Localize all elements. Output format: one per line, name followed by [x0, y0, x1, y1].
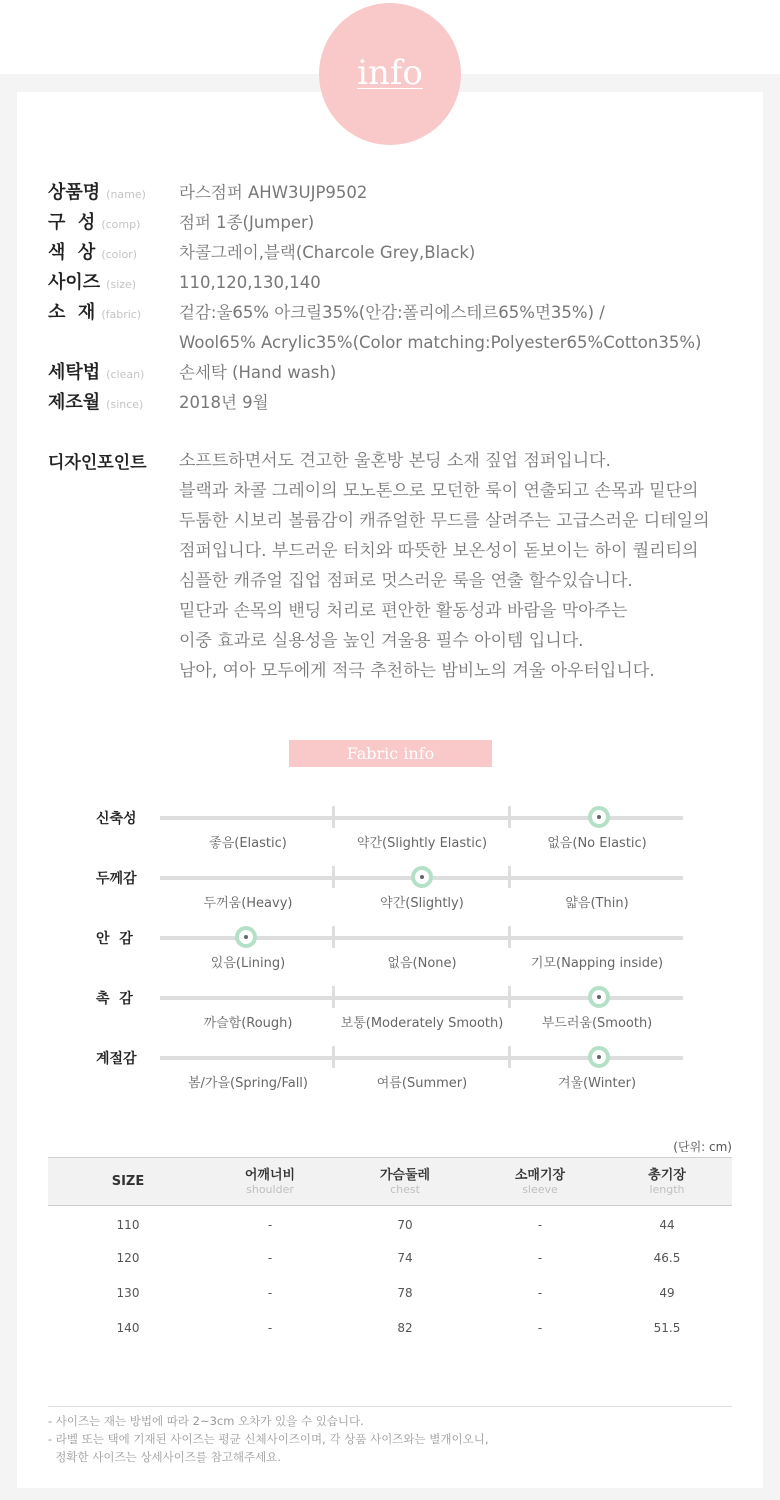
- fabric-row-label: 신축성: [96, 811, 137, 827]
- spec-label-ko: 색 상: [48, 242, 96, 263]
- table-cell: 120: [116, 1251, 140, 1265]
- fabric-option-label: 좋음(Elastic): [209, 836, 287, 851]
- design-point-label: 디자인포인트: [48, 453, 147, 473]
- spec-row-since: [48, 388, 748, 418]
- table-cell: -: [537, 1321, 543, 1335]
- spec-list: [48, 178, 748, 418]
- spec-row-fabric-cont: [48, 328, 748, 358]
- spec-value: 겉감:울65% 아크릴35%(안감:폴리에스테르65%면35%) /: [179, 303, 605, 322]
- spec-label-en: (name): [106, 188, 146, 201]
- fabric-scale-divider: [508, 866, 511, 888]
- col-subtitle: sleeve: [522, 1182, 558, 1196]
- fabric-option-label: 얇음(Thin): [565, 896, 629, 911]
- fabric-option-label: 없음(No Elastic): [547, 836, 647, 851]
- fabric-scale-divider: [508, 986, 511, 1008]
- fabric-option-label: 두꺼움(Heavy): [203, 896, 293, 911]
- size-table: [48, 1157, 732, 1346]
- fabric-option-label: 있음(Lining): [210, 956, 286, 971]
- size-notes: [48, 1406, 732, 1466]
- spec-value: 손세탁 (Hand wash): [179, 363, 337, 382]
- table-cell: 46.5: [653, 1251, 681, 1265]
- table-cell: 140: [116, 1321, 140, 1335]
- spec-row-name: [48, 178, 748, 208]
- spec-value: 차콜그레이,블랙(Charcole Grey,Black): [179, 243, 476, 262]
- table-row: [48, 1206, 732, 1241]
- table-cell: -: [537, 1286, 543, 1300]
- size-unit: (단위: cm): [673, 1140, 732, 1154]
- col-title: 가슴둘레: [379, 1167, 431, 1183]
- col-title: SIZE: [111, 1173, 145, 1189]
- col-subtitle: length: [649, 1182, 685, 1196]
- spec-value: 2018년 9월: [179, 393, 269, 412]
- fabric-option-label: 부드러움(Smooth): [541, 1016, 653, 1031]
- col-subtitle: chest: [390, 1182, 420, 1196]
- design-line: 소프트하면서도 견고한 울혼방 본딩 소재 짚업 점퍼입니다.: [179, 451, 611, 471]
- table-cell: -: [267, 1286, 273, 1300]
- note-line: - 라벨 또는 택에 기재된 사이즈는 평균 신체사이즈이며, 각 상품 사이즈와는 별개이오니,: [48, 1432, 489, 1446]
- fabric-option-label: 보통(Moderately Smooth): [340, 1016, 504, 1031]
- spec-label-ko: 구 성: [48, 212, 96, 233]
- note-line: 정확한 사이즈는 상세사이즈를 참고해주세요.: [48, 1450, 282, 1464]
- col-title: 소매기장: [514, 1167, 566, 1183]
- spec-label: [48, 388, 176, 420]
- design-line: 밑단과 손목의 밴딩 처리로 편안한 활동성과 바람을 막아주는: [179, 601, 628, 621]
- spec-label-ko: 제조월: [48, 392, 101, 413]
- fabric-option-label: 까슬함(Rough): [203, 1016, 293, 1031]
- spec-label: [48, 238, 176, 270]
- table-cell: -: [267, 1218, 273, 1233]
- spec-row-fabric: [48, 298, 748, 328]
- col-title: 총기장: [648, 1167, 686, 1183]
- spec-row-clean: [48, 358, 748, 388]
- fabric-info-title: Fabric info: [289, 740, 492, 767]
- spec-label: [48, 268, 176, 300]
- table-cell: 130: [116, 1286, 140, 1300]
- spec-label-ko: 사이즈: [48, 272, 101, 293]
- spec-label: [48, 178, 176, 210]
- info-badge: [319, 3, 461, 145]
- table-cell: -: [267, 1321, 273, 1335]
- spec-label-ko: 세탁법: [48, 362, 101, 383]
- col-title: 어깨너비: [244, 1167, 296, 1183]
- fabric-selected-marker: [588, 806, 610, 828]
- fabric-row-label: 계절감: [96, 1051, 137, 1067]
- table-cell: 78: [397, 1286, 413, 1300]
- spec-value: 점퍼 1종(Jumper): [179, 213, 315, 232]
- table-cell: -: [537, 1251, 543, 1265]
- table-cell: 74: [397, 1251, 413, 1265]
- fabric-scale-divider: [332, 926, 335, 948]
- spec-label: [48, 358, 176, 390]
- table-cell: 70: [397, 1218, 413, 1233]
- fabric-selected-marker: [588, 986, 610, 1008]
- design-point-text: [179, 446, 779, 686]
- col-size: [48, 1158, 208, 1206]
- spec-value: 110,120,130,140: [179, 273, 321, 292]
- spec-label-ko: 상품명: [48, 182, 101, 203]
- design-line: 심플한 캐쥬얼 집업 점퍼로 멋스러운 룩을 연출 할수있습니다.: [179, 571, 633, 591]
- table-cell: 51.5: [653, 1321, 681, 1335]
- table-cell: 49: [659, 1286, 675, 1300]
- design-line: 남아, 여아 모두에게 적극 추천하는 밤비노의 겨울 아우터입니다.: [179, 661, 655, 681]
- fabric-scale-divider: [508, 926, 511, 948]
- table-cell: -: [267, 1251, 273, 1265]
- col-sleeve: [478, 1158, 602, 1206]
- col-subtitle: shoulder: [246, 1182, 294, 1196]
- table-cell: 44: [659, 1218, 675, 1233]
- spec-label-en: (comp): [101, 218, 141, 231]
- fabric-scale-divider: [508, 806, 511, 828]
- spec-value: 라스점퍼 AHW3UJP9502: [179, 183, 368, 202]
- fabric-scale-divider: [332, 1046, 335, 1068]
- col-length: [602, 1158, 732, 1206]
- spec-label-ko: 소 재: [48, 302, 96, 323]
- table-row: [48, 1276, 732, 1311]
- fabric-row: [0, 1051, 780, 1118]
- note-line: - 사이즈는 재는 방법에 따라 2~3cm 오차가 있을 수 있습니다.: [48, 1414, 364, 1428]
- design-line: 블랙과 차콜 그레이의 모노톤으로 모던한 룩이 연출되고 손목과 밑단의: [179, 481, 699, 501]
- fabric-option-label: 여름(Summer): [376, 1076, 468, 1091]
- table-row: [48, 1241, 732, 1276]
- design-line: 두툼한 시보리 볼륨감이 캐쥬얼한 무드를 살려주는 고급스러운 디테일의: [179, 511, 710, 531]
- col-shoulder: [208, 1158, 332, 1206]
- table-row: [48, 1311, 732, 1346]
- spec-row-color: [48, 238, 748, 268]
- fabric-row-label: 촉 감: [96, 991, 133, 1007]
- spec-label-en: (color): [101, 248, 137, 261]
- spec-value: Wool65% Acrylic35%(Color matching:Polyester65%Cotton35%): [179, 333, 702, 352]
- fabric-selected-marker: [588, 1046, 610, 1068]
- fabric-option-label: 약간(Slightly): [380, 896, 464, 911]
- col-chest: [332, 1158, 478, 1206]
- fabric-option-label: 봄/가을(Spring/Fall): [187, 1076, 308, 1091]
- spec-label: [48, 208, 176, 240]
- fabric-scale-divider: [332, 986, 335, 1008]
- table-cell: -: [537, 1218, 543, 1233]
- spec-label-en: (size): [106, 278, 137, 291]
- table-cell: 82: [397, 1321, 413, 1335]
- fabric-option-label: 겨울(Winter): [557, 1076, 637, 1091]
- fabric-row-label: 두께감: [96, 871, 137, 887]
- fabric-option-label: 기모(Napping inside): [530, 956, 664, 971]
- fabric-selected-marker: [411, 866, 433, 888]
- table-cell: 110: [116, 1218, 140, 1233]
- spec-label-en: (fabric): [101, 308, 142, 321]
- spec-label: [48, 298, 176, 330]
- fabric-option-label: 약간(Slightly Elastic): [356, 836, 488, 851]
- design-line: 점퍼입니다. 부드러운 터치와 따뜻한 보온성이 돋보이는 하이 퀄리티의: [179, 541, 699, 561]
- fabric-scale-divider: [332, 866, 335, 888]
- info-title: info: [357, 53, 423, 93]
- fabric-option-label: 없음(None): [387, 956, 457, 971]
- spec-row-comp: [48, 208, 748, 238]
- spec-row-size: [48, 268, 748, 298]
- spec-label-en: (clean): [106, 368, 145, 381]
- size-table-header: [48, 1158, 732, 1206]
- fabric-row-label: 안 감: [96, 931, 133, 947]
- spec-label-en: (since): [106, 398, 144, 411]
- fabric-scale-divider: [508, 1046, 511, 1068]
- fabric-selected-marker: [235, 926, 257, 948]
- design-line: 이중 효과로 실용성을 높인 겨울용 필수 아이템 입니다.: [179, 631, 584, 651]
- fabric-scale-divider: [332, 806, 335, 828]
